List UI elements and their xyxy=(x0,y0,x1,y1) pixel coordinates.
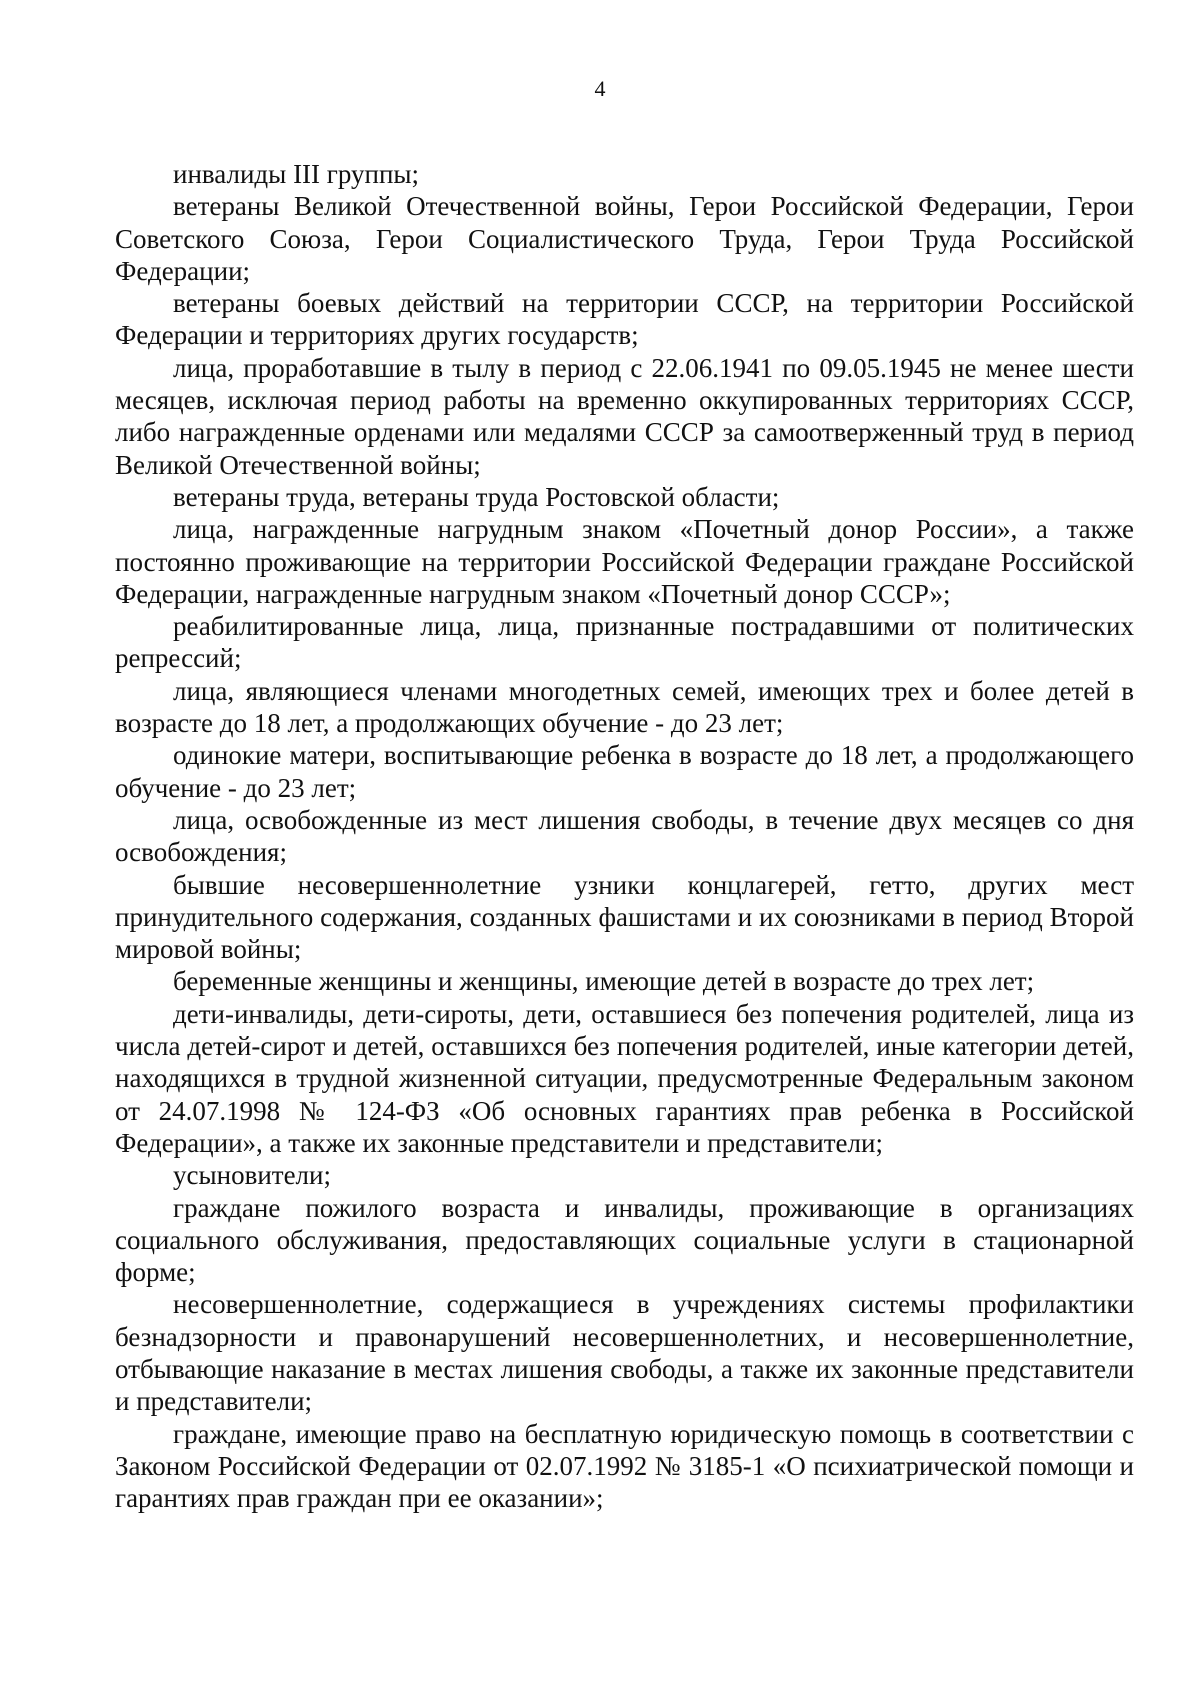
list-paragraph: одинокие матери, воспитывающие ребенка в возрасте до 18 лет, а продолжающего обучение - до 23 лет; xyxy=(115,740,1134,803)
list-paragraph: лица, проработавшие в тылу в период с 22.06.1941 по 09.05.1945 не менее шести месяцев, исключая период работы на временно оккупированных территориях СССР, либо награжденные орденами или медалями СССР за самоотверженный труд в период Великой Отечественной войны; xyxy=(115,352,1134,480)
list-paragraph: ветераны Великой Отечественной войны, Герои Российской Федерации, Герои Советского Союза, Герои Социалистического Труда, Герои Труда Российской Федерации; xyxy=(115,191,1134,286)
list-paragraph: дети-инвалиды, дети-сироты, дети, оставшиеся без попечения родителей, лица из числа детей-сирот и детей, оставшихся без попечения родителей, иные категории детей, находящихся в трудной жизненной ситуации, предусмотренные Федеральным законом от 24.07.1998 № 124-ФЗ «Об основных гарантиях прав ребенка в Российской Федерации», а также их законные представители и представители; xyxy=(115,998,1134,1158)
list-paragraph: беременные женщины и женщины, имеющие детей в возрасте до трех лет; xyxy=(173,966,1035,997)
list-paragraph: реабилитированные лица, лица, признанные пострадавшими от политических репрессий; xyxy=(115,611,1134,674)
list-paragraph: граждане пожилого возраста и инвалиды, проживающие в организациях социального обслуживания, предоставляющих социальные услуги в стационарной форме; xyxy=(115,1192,1134,1288)
document-body xyxy=(115,158,1134,1514)
list-paragraph: лица, являющиеся членами многодетных семей, имеющих трех и более детей в возрасте до 18 лет, а продолжающих обучение - до 23 лет; xyxy=(115,675,1134,739)
list-paragraph: инвалиды III группы; xyxy=(173,159,420,189)
list-paragraph: ветераны боевых действий на территории СССР, на территории Российской Федерации и территориях других государств; xyxy=(115,288,1134,351)
list-paragraph: лица, освобожденные из мест лишения свободы, в течение двух месяцев со дня освобождения; xyxy=(115,804,1134,868)
list-paragraph: усыновители; xyxy=(173,1160,331,1191)
list-paragraph: лица, награжденные нагрудным знаком «Почетный донор России», а также постоянно проживающие на территории Российской Федерации граждане Российской Федерации, награжденные нагрудным знаком «Почетный донор СССР»; xyxy=(115,514,1134,609)
list-paragraph: граждане, имеющие право на бесплатную юридическую помощь в соответствии с Законом Российской Федерации от 02.07.1992 № 3185-1 «О психиатрической помощи и гарантиях прав граждан при ее оказании»; xyxy=(115,1418,1134,1514)
list-paragraph: бывшие несовершеннолетние узники концлагерей, гетто, других мест принудительного содержания, созданных фашистами и их союзниками в период Второй мировой войны; xyxy=(115,869,1134,965)
page-number: 4 xyxy=(594,76,606,101)
list-paragraph: ветераны труда, ветераны труда Ростовской области; xyxy=(173,481,780,512)
list-paragraph: несовершеннолетние, содержащиеся в учреждениях системы профилактики безнадзорности и правонарушений несовершеннолетних, и несовершеннолетние, отбывающие наказание в местах лишения свободы, а также их законные представители и представители; xyxy=(115,1289,1134,1417)
